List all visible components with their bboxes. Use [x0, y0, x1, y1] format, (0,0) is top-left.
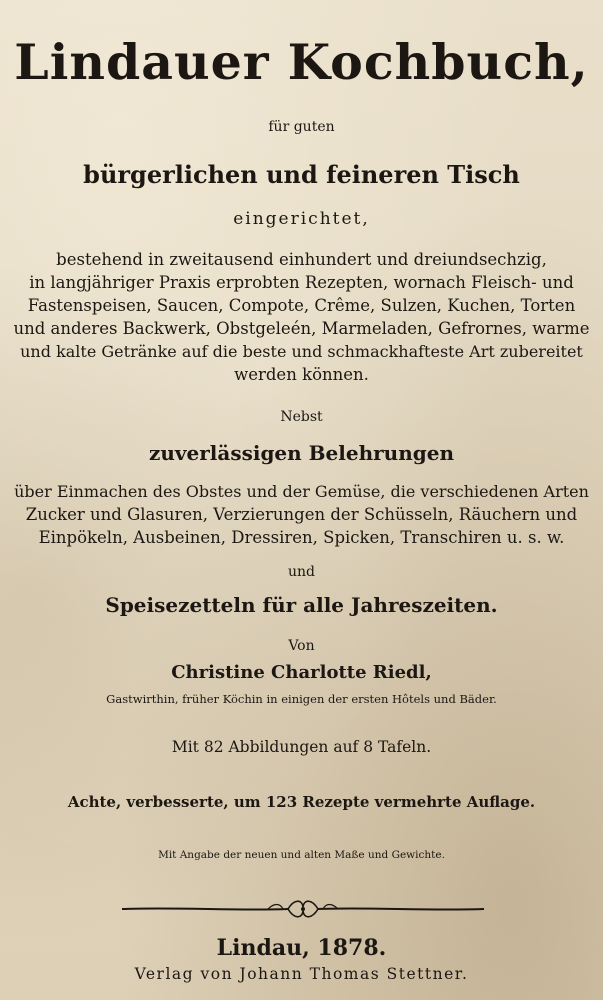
belehrungen-heading: zuverlässigen Belehrungen [148, 441, 455, 465]
nebst-label: Nebst [280, 409, 323, 425]
author-note: Gastwirthin, früher Köchin in einigen der ersten Hôtels und Bäder. [106, 692, 497, 706]
place-year: Lindau, 1878. [216, 935, 387, 961]
description-line: in langjähriger Praxis erprobten Rezepten, wornach Fleisch- und [29, 273, 574, 292]
und-label: und [288, 564, 315, 580]
ornament-divider-icon [118, 897, 488, 921]
von-label: Von [288, 638, 315, 654]
subtitle-eingerichtet: eingerichtet, [233, 209, 370, 229]
description-line: werden können. [234, 365, 369, 384]
belehrungen-line: Einpökeln, Ausbeinen, Dressiren, Spicken, Transchiren u. s. w. [38, 528, 565, 547]
subtitle-tisch: bürgerlichen und feineren Tisch [83, 160, 520, 189]
belehrungen-line: über Einmachen des Obstes und der Gemüse, die verschiedenen Arten [14, 482, 589, 501]
author-name: Christine Charlotte Riedl, [171, 662, 432, 683]
illustrations-note: Mit 82 Abbildungen auf 8 Tafeln. [171, 738, 432, 756]
book-title: Lindauer Kochbuch, [14, 33, 589, 91]
description-line: und anderes Backwerk, Obstgeleén, Marmeladen, Gefrornes, warme [13, 319, 590, 338]
description-line: Fastenspeisen, Saucen, Compote, Crême, Sulzen, Kuchen, Torten [27, 296, 576, 315]
description-line: und kalte Getränke auf die beste und schmackhafteste Art zubereitet [20, 342, 583, 361]
speisezetteln-heading: Speisezetteln für alle Jahreszeiten. [105, 593, 498, 617]
measures-note: Mit Angabe der neuen und alten Maße und Gewichte. [158, 849, 445, 861]
publisher: Verlag von Johann Thomas Stettner. [134, 965, 469, 983]
edition-note: Achte, verbesserte, um 123 Rezepte vermehrte Auflage. [67, 793, 536, 811]
description-line: bestehend in zweitausend einhundert und dreiundsechzig, [56, 250, 547, 269]
belehrungen-line: Zucker und Glasuren, Verzierungen der Schüsseln, Räuchern und [25, 505, 578, 524]
subtitle-fuer-guten: für guten [268, 119, 335, 135]
